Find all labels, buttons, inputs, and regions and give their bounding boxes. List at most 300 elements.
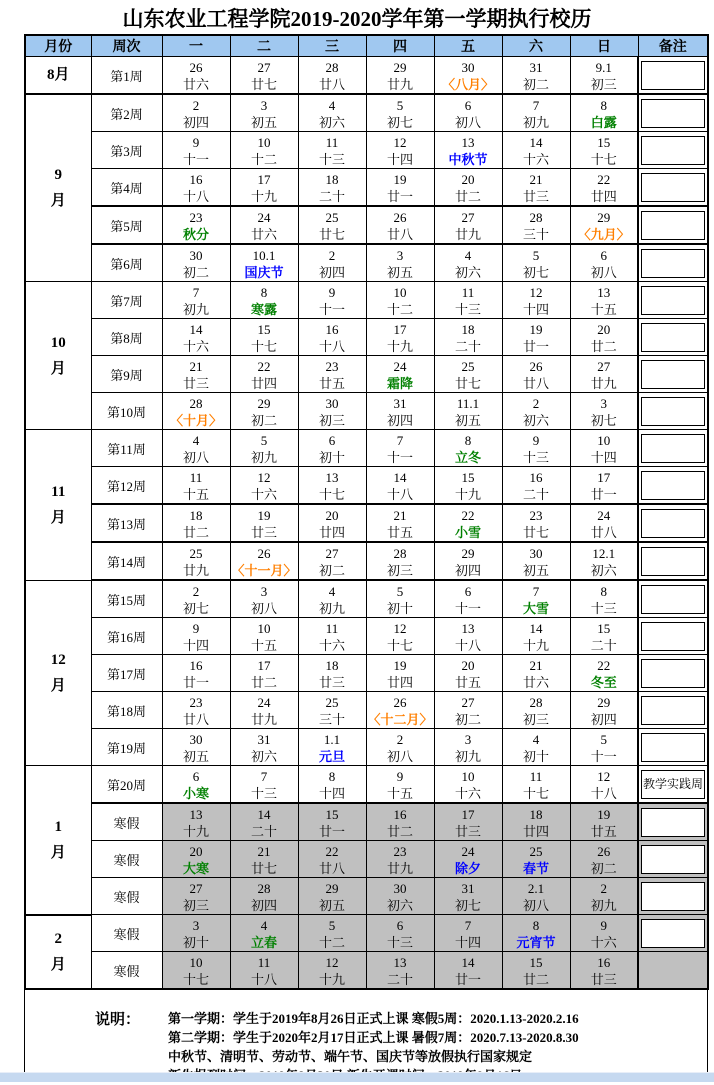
lunar-day-label: 十六 bbox=[590, 934, 617, 950]
day-number: 4 bbox=[260, 917, 268, 933]
day-number: 28 bbox=[257, 880, 271, 896]
lunar-day-label: 初七 bbox=[454, 897, 481, 913]
calendar-day-cell bbox=[298, 841, 366, 878]
calendar-day-cell bbox=[230, 319, 298, 356]
solar-term-label: 小雪 bbox=[454, 524, 481, 540]
remark-cell bbox=[638, 729, 708, 766]
calendar-week-row bbox=[25, 878, 708, 915]
calendar-day-cell bbox=[434, 206, 502, 244]
day-number: 13 bbox=[325, 469, 339, 485]
remark-cell bbox=[638, 132, 708, 169]
remark-box bbox=[641, 434, 705, 463]
calendar-day-cell bbox=[570, 915, 638, 952]
lunar-day-label: 十六 bbox=[250, 486, 277, 502]
lunar-day-label: 十三 bbox=[318, 151, 345, 167]
lunar-month-marker: 〈十一月〉 bbox=[231, 562, 297, 578]
lunar-day-label: 十二 bbox=[318, 934, 345, 950]
calendar-week-row bbox=[25, 841, 708, 878]
lunar-day-label: 廿七 bbox=[522, 524, 549, 540]
calendar-day-cell bbox=[366, 244, 434, 282]
holiday-label: 国庆节 bbox=[244, 264, 284, 280]
calendar-day-cell bbox=[298, 169, 366, 207]
calendar-day-cell bbox=[162, 766, 230, 804]
calendar-week-row bbox=[25, 206, 708, 244]
lunar-day-label: 廿一 bbox=[454, 971, 481, 987]
lunar-day-label: 十七 bbox=[386, 637, 413, 653]
lunar-day-label: 十四 bbox=[454, 934, 481, 950]
week-label: 第7周 bbox=[91, 282, 162, 319]
day-number: 14 bbox=[257, 806, 271, 822]
day-number: 13 bbox=[597, 284, 611, 300]
calendar-day-cell bbox=[502, 580, 570, 618]
calendar-day-cell bbox=[502, 878, 570, 915]
remark-box bbox=[641, 845, 705, 874]
day-number: 14 bbox=[461, 954, 475, 970]
lunar-day-label: 廿四 bbox=[590, 188, 617, 204]
lunar-day-label: 初七 bbox=[590, 412, 617, 428]
day-number: 17 bbox=[597, 469, 611, 485]
day-number: 11 bbox=[529, 768, 543, 784]
calendar-day-cell bbox=[434, 57, 502, 95]
lunar-day-label: 初八 bbox=[182, 449, 209, 465]
notes-line-semester1: 第一学期：学生于2019年8月26日正式上课 寒假5周：2020.1.13-2020.2.16 bbox=[168, 1011, 579, 1026]
header-tue: 二 bbox=[230, 35, 298, 57]
calendar-day-cell bbox=[502, 729, 570, 766]
calendar-day-cell bbox=[366, 729, 434, 766]
solar-term-label: 白露 bbox=[590, 114, 617, 130]
calendar-day-cell bbox=[162, 169, 230, 207]
day-number: 6 bbox=[396, 917, 404, 933]
lunar-day-label: 廿七 bbox=[454, 375, 481, 391]
lunar-day-label: 廿七 bbox=[250, 76, 277, 92]
remark-box bbox=[641, 249, 705, 278]
calendar-day-cell bbox=[230, 655, 298, 692]
lunar-day-label: 初七 bbox=[386, 114, 413, 130]
day-number: 31 bbox=[393, 395, 407, 411]
lunar-day-label: 廿八 bbox=[522, 375, 549, 391]
day-number: 11 bbox=[461, 284, 475, 300]
day-number: 29 bbox=[597, 694, 611, 710]
calendar-day-cell bbox=[298, 915, 366, 952]
day-number: 7 bbox=[464, 917, 472, 933]
calendar-day-cell bbox=[230, 618, 298, 655]
remark-cell bbox=[638, 244, 708, 282]
day-number: 22 bbox=[461, 507, 475, 523]
lunar-day-label: 初六 bbox=[590, 562, 617, 578]
calendar-day-cell bbox=[162, 803, 230, 841]
day-number: 8 bbox=[328, 768, 336, 784]
day-number: 12 bbox=[393, 620, 407, 636]
lunar-day-label: 十四 bbox=[590, 449, 617, 465]
day-number: 5 bbox=[396, 583, 404, 599]
day-number: 12 bbox=[393, 134, 407, 150]
lunar-month-marker: 〈十月〉 bbox=[169, 412, 222, 428]
calendar-day-cell bbox=[434, 580, 502, 618]
week-label: 第4周 bbox=[91, 169, 162, 207]
lunar-day-label: 十六 bbox=[182, 338, 209, 354]
calendar-day-cell bbox=[502, 57, 570, 95]
calendar-day-cell bbox=[298, 282, 366, 319]
lunar-day-label: 初六 bbox=[318, 114, 345, 130]
calendar-day-cell bbox=[502, 542, 570, 580]
calendar-day-cell bbox=[434, 319, 502, 356]
day-number: 4 bbox=[192, 432, 200, 448]
lunar-day-label: 初八 bbox=[454, 114, 481, 130]
day-number: 25 bbox=[529, 843, 543, 859]
calendar-week-row bbox=[25, 57, 708, 95]
lunar-day-label: 初四 bbox=[318, 264, 345, 280]
month-label: 8月 bbox=[25, 57, 91, 95]
calendar-day-cell bbox=[162, 319, 230, 356]
calendar-day-cell bbox=[570, 467, 638, 505]
lunar-day-label: 廿二 bbox=[250, 674, 277, 690]
remark-box bbox=[641, 99, 705, 128]
day-number: 24 bbox=[393, 358, 407, 374]
calendar-day-cell bbox=[502, 692, 570, 729]
calendar-day-cell bbox=[230, 356, 298, 393]
calendar-day-cell bbox=[502, 132, 570, 169]
calendar-day-cell bbox=[570, 878, 638, 915]
solar-term-label: 立冬 bbox=[454, 449, 481, 465]
week-label: 第9周 bbox=[91, 356, 162, 393]
lunar-day-label: 初四 bbox=[386, 412, 413, 428]
lunar-day-label: 十九 bbox=[250, 188, 277, 204]
day-number: 23 bbox=[325, 358, 339, 374]
calendar-day-cell bbox=[570, 319, 638, 356]
lunar-day-label: 二十 bbox=[522, 486, 549, 502]
day-number: 9.1 bbox=[595, 59, 612, 75]
calendar-day-cell bbox=[230, 729, 298, 766]
calendar-day-cell bbox=[162, 244, 230, 282]
calendar-day-cell bbox=[230, 132, 298, 169]
day-number: 21 bbox=[529, 171, 543, 187]
calendar-table bbox=[24, 34, 709, 990]
lunar-day-label: 初二 bbox=[522, 76, 549, 92]
lunar-day-label: 初三 bbox=[182, 897, 209, 913]
week-label: 第1周 bbox=[91, 57, 162, 95]
week-label: 第14周 bbox=[91, 542, 162, 580]
remark-cell bbox=[638, 766, 708, 804]
day-number: 9 bbox=[328, 284, 336, 300]
remark-cell bbox=[638, 655, 708, 692]
calendar-day-cell bbox=[230, 915, 298, 952]
solar-term-label: 大雪 bbox=[522, 600, 549, 616]
calendar-day-cell bbox=[298, 393, 366, 430]
day-number: 19 bbox=[257, 507, 271, 523]
calendar-day-cell bbox=[162, 94, 230, 132]
week-label: 第13周 bbox=[91, 504, 162, 542]
calendar-day-cell bbox=[162, 356, 230, 393]
day-number: 5 bbox=[600, 731, 607, 747]
holiday-label: 元旦 bbox=[318, 748, 345, 764]
week-label: 第10周 bbox=[91, 393, 162, 430]
calendar-day-cell bbox=[570, 206, 638, 244]
day-number: 14 bbox=[189, 321, 203, 337]
calendar-day-cell bbox=[502, 356, 570, 393]
lunar-day-label: 十三 bbox=[522, 449, 549, 465]
lunar-day-label: 廿三 bbox=[250, 524, 277, 540]
remark-cell bbox=[638, 94, 708, 132]
lunar-day-label: 廿六 bbox=[522, 674, 549, 690]
calendar-day-cell bbox=[434, 729, 502, 766]
calendar-day-cell bbox=[298, 655, 366, 692]
day-number: 4 bbox=[532, 731, 540, 747]
day-number: 12 bbox=[325, 954, 339, 970]
day-number: 30 bbox=[189, 247, 203, 263]
calendar-week-row bbox=[25, 655, 708, 692]
remark-box bbox=[641, 919, 705, 948]
calendar-day-cell bbox=[570, 169, 638, 207]
calendar-day-cell bbox=[162, 504, 230, 542]
lunar-day-label: 廿四 bbox=[250, 375, 277, 391]
day-number: 15 bbox=[257, 321, 271, 337]
day-number: 2 bbox=[532, 395, 540, 411]
day-number: 4 bbox=[464, 247, 472, 263]
day-number: 22 bbox=[597, 657, 611, 673]
calendar-week-row bbox=[25, 244, 708, 282]
day-number: 27 bbox=[325, 545, 339, 561]
lunar-day-label: 初八 bbox=[522, 897, 549, 913]
calendar-day-cell bbox=[298, 244, 366, 282]
calendar-day-cell bbox=[366, 132, 434, 169]
week-label: 寒假 bbox=[91, 915, 162, 952]
day-number: 2.1 bbox=[527, 880, 545, 896]
day-number: 22 bbox=[325, 843, 339, 859]
lunar-day-label: 初二 bbox=[454, 711, 481, 727]
calendar-day-cell bbox=[162, 952, 230, 990]
day-number: 8 bbox=[464, 432, 472, 448]
day-number: 10 bbox=[393, 284, 407, 300]
remark-cell bbox=[638, 57, 708, 95]
day-number: 3 bbox=[600, 395, 607, 411]
lunar-day-label: 初五 bbox=[386, 264, 413, 280]
day-number: 25 bbox=[325, 694, 339, 710]
day-number: 6 bbox=[464, 97, 472, 113]
lunar-day-label: 十一 bbox=[182, 151, 209, 167]
lunar-day-label: 廿三 bbox=[590, 971, 617, 987]
calendar-day-cell bbox=[162, 915, 230, 952]
calendar-week-row bbox=[25, 393, 708, 430]
calendar-day-cell bbox=[570, 504, 638, 542]
calendar-day-cell bbox=[434, 766, 502, 804]
lunar-day-label: 十八 bbox=[182, 188, 209, 204]
remark-cell bbox=[638, 504, 708, 542]
calendar-day-cell bbox=[162, 393, 230, 430]
week-label: 第16周 bbox=[91, 618, 162, 655]
calendar-day-cell bbox=[366, 57, 434, 95]
week-label: 寒假 bbox=[91, 841, 162, 878]
lunar-day-label: 廿四 bbox=[318, 524, 345, 540]
lunar-day-label: 初九 bbox=[318, 600, 345, 616]
day-number: 19 bbox=[393, 171, 407, 187]
remark-box bbox=[641, 173, 705, 202]
lunar-day-label: 廿六 bbox=[182, 76, 209, 92]
calendar-day-cell bbox=[230, 282, 298, 319]
remark-cell bbox=[638, 841, 708, 878]
day-number: 27 bbox=[257, 59, 271, 75]
lunar-day-label: 初八 bbox=[250, 600, 277, 616]
lunar-day-label: 十七 bbox=[250, 338, 277, 354]
solar-term-label: 立春 bbox=[250, 934, 277, 950]
calendar-day-cell bbox=[298, 356, 366, 393]
header-fri: 五 bbox=[434, 35, 502, 57]
lunar-day-label: 廿一 bbox=[386, 188, 413, 204]
day-number: 24 bbox=[597, 507, 611, 523]
lunar-day-label: 初十 bbox=[318, 449, 345, 465]
calendar-day-cell bbox=[502, 655, 570, 692]
calendar-day-cell bbox=[570, 282, 638, 319]
week-label: 第2周 bbox=[91, 94, 162, 132]
calendar-day-cell bbox=[162, 132, 230, 169]
calendar-day-cell bbox=[162, 655, 230, 692]
day-number: 14 bbox=[529, 134, 543, 150]
lunar-day-label: 初五 bbox=[522, 562, 549, 578]
calendar-day-cell bbox=[162, 878, 230, 915]
lunar-day-label: 廿一 bbox=[318, 823, 345, 839]
lunar-day-label: 十四 bbox=[386, 151, 413, 167]
calendar-day-cell bbox=[230, 803, 298, 841]
calendar-day-cell bbox=[434, 393, 502, 430]
calendar-day-cell bbox=[230, 692, 298, 729]
lunar-day-label: 十七 bbox=[590, 151, 617, 167]
day-number: 28 bbox=[325, 59, 339, 75]
day-number: 20 bbox=[189, 843, 203, 859]
lunar-day-label: 初五 bbox=[454, 412, 481, 428]
calendar-day-cell bbox=[434, 618, 502, 655]
day-number: 18 bbox=[325, 171, 339, 187]
week-label: 第11周 bbox=[91, 430, 162, 467]
lunar-day-label: 初七 bbox=[522, 264, 549, 280]
calendar-day-cell bbox=[570, 766, 638, 804]
calendar-day-cell bbox=[570, 618, 638, 655]
lunar-day-label: 廿三 bbox=[522, 188, 549, 204]
calendar-week-row bbox=[25, 542, 708, 580]
calendar-day-cell bbox=[298, 542, 366, 580]
lunar-day-label: 廿五 bbox=[318, 375, 345, 391]
lunar-day-label: 廿二 bbox=[182, 524, 209, 540]
calendar-day-cell bbox=[570, 430, 638, 467]
day-number: 22 bbox=[597, 171, 611, 187]
day-number: 28 bbox=[393, 545, 407, 561]
calendar-day-cell bbox=[434, 803, 502, 841]
header-sun: 日 bbox=[570, 35, 638, 57]
day-number: 18 bbox=[529, 806, 543, 822]
day-number: 26 bbox=[257, 545, 271, 561]
lunar-day-label: 廿九 bbox=[386, 76, 413, 92]
remark-cell bbox=[638, 803, 708, 841]
remark-box bbox=[641, 882, 705, 911]
lunar-day-label: 初十 bbox=[522, 748, 549, 764]
calendar-day-cell bbox=[298, 580, 366, 618]
remark-box bbox=[641, 286, 705, 315]
day-number: 26 bbox=[597, 843, 611, 859]
day-number: 21 bbox=[529, 657, 543, 673]
lunar-day-label: 初三 bbox=[318, 412, 345, 428]
day-number: 7 bbox=[532, 97, 540, 113]
day-number: 26 bbox=[189, 59, 203, 75]
remark-cell bbox=[638, 169, 708, 207]
day-number: 30 bbox=[325, 395, 339, 411]
remark-cell bbox=[638, 952, 708, 990]
calendar-day-cell bbox=[434, 504, 502, 542]
calendar-day-cell bbox=[366, 169, 434, 207]
week-label: 寒假 bbox=[91, 878, 162, 915]
lunar-day-label: 初三 bbox=[386, 562, 413, 578]
lunar-day-label: 十八 bbox=[250, 971, 277, 987]
day-number: 8 bbox=[260, 284, 268, 300]
day-number: 10 bbox=[257, 620, 271, 636]
lunar-day-label: 三十 bbox=[318, 711, 345, 727]
remark-box bbox=[641, 585, 705, 614]
calendar-day-cell bbox=[366, 878, 434, 915]
notes-line-holidays: 中秋节、清明节、劳动节、端午节、国庆节等放假执行国家规定 bbox=[168, 1049, 533, 1064]
calendar-day-cell bbox=[366, 94, 434, 132]
calendar-day-cell bbox=[366, 504, 434, 542]
day-number: 23 bbox=[189, 694, 203, 710]
day-number: 24 bbox=[257, 694, 271, 710]
day-number: 9 bbox=[192, 134, 200, 150]
day-number: 4 bbox=[328, 583, 336, 599]
day-number: 18 bbox=[189, 507, 203, 523]
calendar-day-cell bbox=[502, 952, 570, 990]
day-number: 20 bbox=[461, 171, 475, 187]
calendar-day-cell bbox=[434, 542, 502, 580]
week-label: 第15周 bbox=[91, 580, 162, 618]
lunar-day-label: 廿四 bbox=[386, 674, 413, 690]
week-label: 第18周 bbox=[91, 692, 162, 729]
lunar-day-label: 廿一 bbox=[182, 674, 209, 690]
day-number: 23 bbox=[189, 209, 203, 225]
day-number: 13 bbox=[461, 134, 475, 150]
lunar-day-label: 初九 bbox=[250, 449, 277, 465]
day-number: 16 bbox=[529, 469, 543, 485]
lunar-day-label: 二十 bbox=[454, 338, 481, 354]
day-number: 10 bbox=[461, 768, 475, 784]
day-number: 3 bbox=[192, 917, 200, 933]
day-number: 8 bbox=[600, 97, 607, 113]
calendar-week-row bbox=[25, 132, 708, 169]
header-row bbox=[25, 35, 708, 57]
calendar-day-cell bbox=[434, 132, 502, 169]
lunar-day-label: 十九 bbox=[318, 971, 345, 987]
lunar-day-label: 十三 bbox=[590, 600, 617, 616]
calendar-week-row bbox=[25, 692, 708, 729]
day-number: 21 bbox=[257, 843, 271, 859]
day-number: 25 bbox=[325, 209, 339, 225]
lunar-day-label: 十一 bbox=[386, 449, 413, 465]
calendar-day-cell bbox=[230, 467, 298, 505]
calendar-day-cell bbox=[366, 430, 434, 467]
lunar-month-marker: 〈九月〉 bbox=[577, 226, 630, 242]
calendar-day-cell bbox=[434, 94, 502, 132]
day-number: 8 bbox=[600, 583, 607, 599]
lunar-day-label: 十三 bbox=[250, 785, 277, 801]
lunar-day-label: 廿五 bbox=[590, 823, 617, 839]
calendar-day-cell bbox=[366, 655, 434, 692]
day-number: 10 bbox=[597, 432, 611, 448]
holiday-label: 除夕 bbox=[454, 860, 481, 876]
lunar-day-label: 二十 bbox=[318, 188, 345, 204]
lunar-day-label: 十五 bbox=[386, 785, 413, 801]
day-number: 27 bbox=[461, 209, 475, 225]
day-number: 31 bbox=[257, 731, 271, 747]
calendar-day-cell bbox=[298, 57, 366, 95]
remark-box: 教学实践周 bbox=[641, 770, 705, 799]
header-remark: 备注 bbox=[638, 35, 708, 57]
calendar-day-cell bbox=[162, 729, 230, 766]
notes-heading: 说明： bbox=[95, 1012, 141, 1028]
calendar-day-cell bbox=[366, 841, 434, 878]
